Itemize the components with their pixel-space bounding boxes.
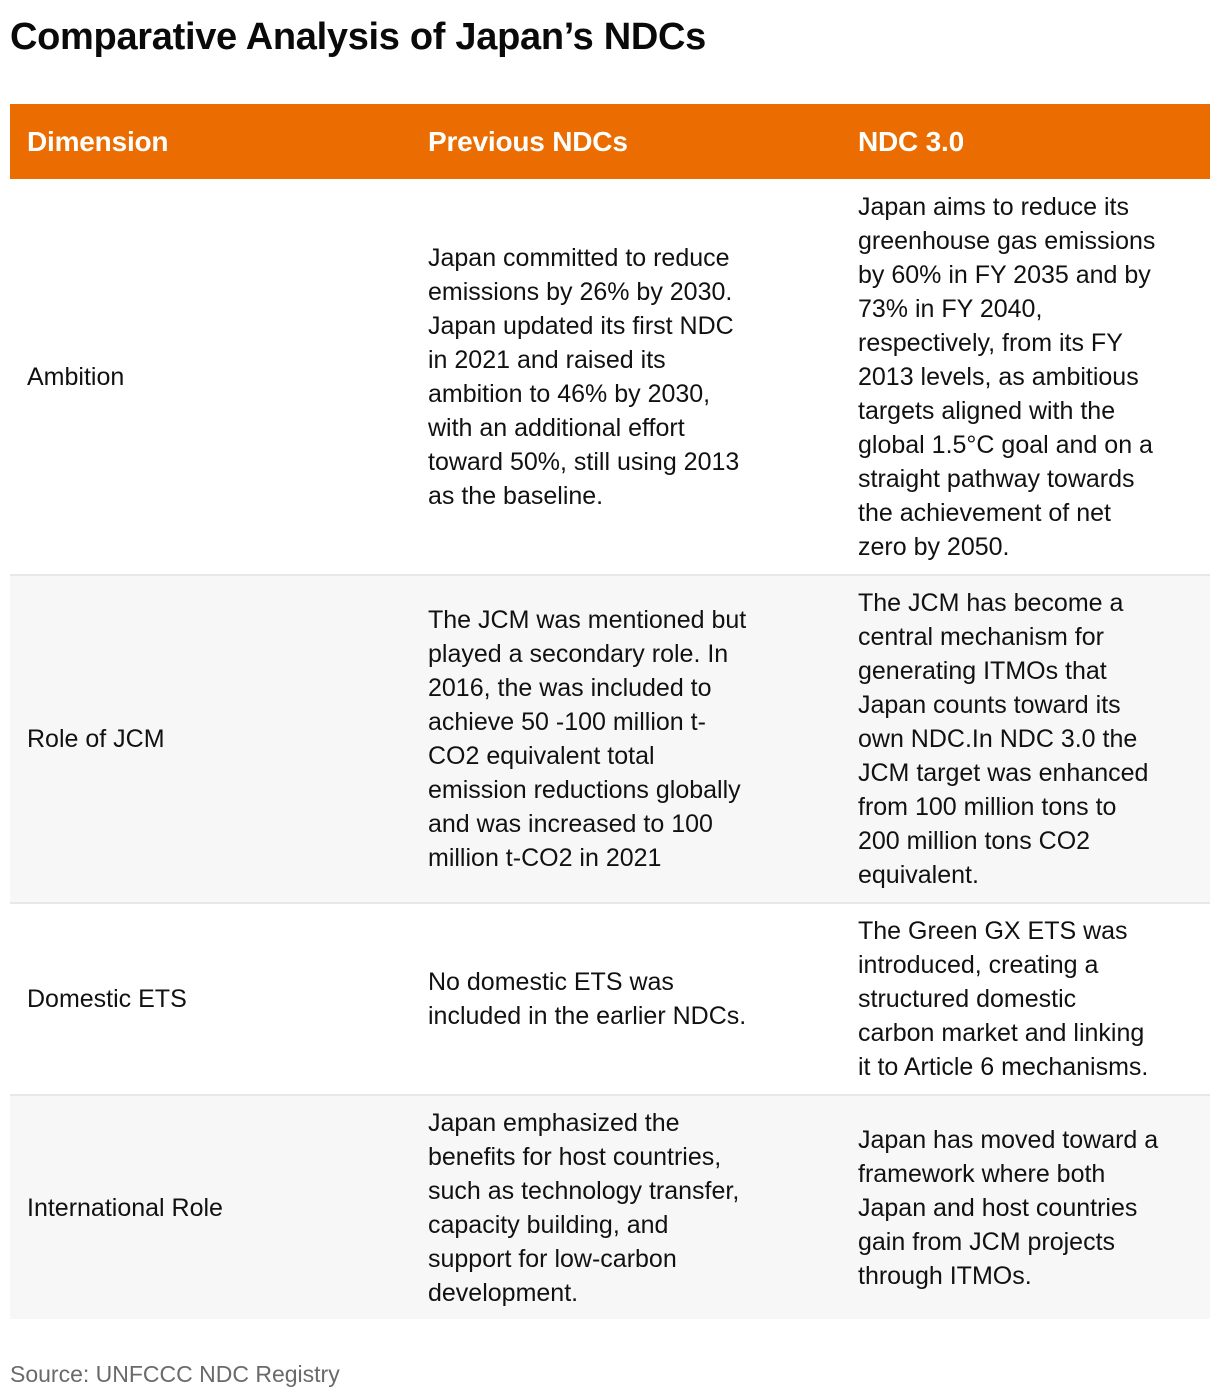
cell-dimension: International Role xyxy=(27,1193,223,1222)
table-row-international-role xyxy=(10,1094,1210,1319)
column-header-ndc-3: NDC 3.0 xyxy=(858,125,964,157)
column-header-dimension: Dimension xyxy=(27,125,169,157)
comparison-table xyxy=(10,104,1210,1319)
cell-previous: Japan committed to reduce emissions by 26% by 2030. Japan updated its first NDC in 2021 and raised its ambition to 46% by 2030, with an additional effort toward 50%, still using 2013 as the baseline. xyxy=(428,244,740,510)
cell-dimension: Domestic ETS xyxy=(27,985,187,1013)
table-header xyxy=(10,104,1210,179)
cell-ndc3: Japan aims to reduce its greenhouse gas emissions by 60% in FY 2035 and by 73% in FY 2040, respectively, from its FY 2013 levels, as ambitious targets aligned with the global 1.5°C goal and on a straight pathway towards the achievement of net zero by 2050. xyxy=(858,193,1156,561)
cell-ndc3: The JCM has become a central mechanism for generating ITMOs that Japan counts toward its own NDC.In NDC 3.0 the JCM target was enhanced from 100 million tons to 200 million tons CO2 equivalent. xyxy=(858,589,1149,889)
cell-previous: The JCM was mentioned but played a secondary role. In 2016, the was included to achieve 50 -100 million t- CO2 equivalent total emission reductions globally and was increased to 100 million t-CO2 in 2021 xyxy=(428,606,747,872)
page-title: Comparative Analysis of Japan’s NDCs xyxy=(10,16,706,58)
cell-dimension: Ambition xyxy=(27,363,125,391)
table-row-ambition xyxy=(10,179,1210,574)
cell-previous: Japan emphasized the benefits for host countries, such as technology transfer, capacity building, and support for low-carbon development. xyxy=(428,1108,740,1307)
cell-ndc3: The Green GX ETS was introduced, creating a structured domestic carbon market and linking it to Article 6 mechanisms. xyxy=(858,917,1149,1081)
source-note: Source: UNFCCC NDC Registry xyxy=(10,1361,340,1387)
cell-ndc3: Japan has moved toward a framework where both Japan and host countries gain from JCM projects through ITMOs. xyxy=(858,1125,1159,1290)
table-row-role-of-jcm xyxy=(10,574,1210,902)
column-header-previous-ndcs: Previous NDCs xyxy=(428,125,628,157)
table-row-domestic-ets xyxy=(10,902,1210,1094)
cell-previous: No domestic ETS was included in the earlier NDCs. xyxy=(428,968,747,1030)
cell-dimension: Role of JCM xyxy=(27,725,165,753)
